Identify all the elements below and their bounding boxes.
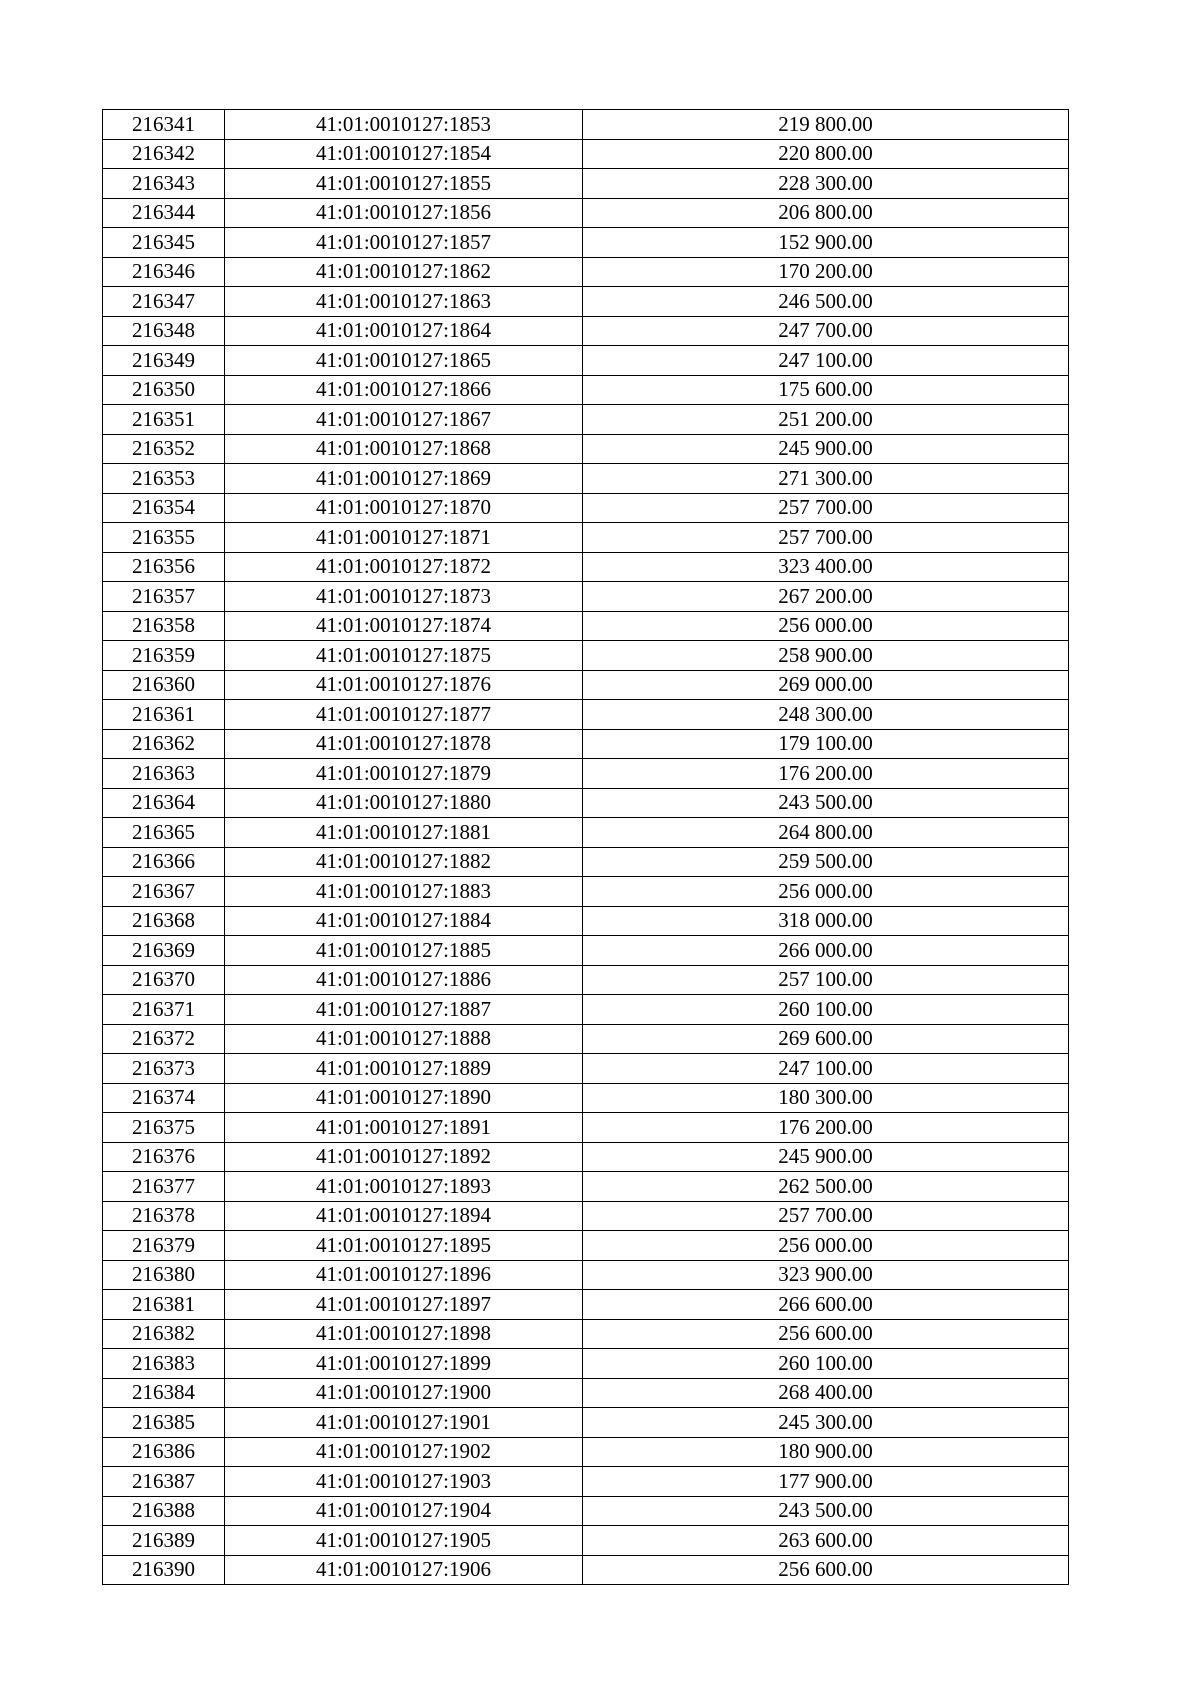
row-number-cell: 216349 — [103, 346, 225, 376]
row-number-cell: 216383 — [103, 1349, 225, 1379]
table-row — [103, 1437, 1069, 1467]
cadastral-value-cell: 259 500.00 — [583, 847, 1069, 877]
cadastral-number-cell: 41:01:0010127:1870 — [225, 493, 583, 523]
table-row — [103, 1378, 1069, 1408]
row-number-cell: 216362 — [103, 729, 225, 759]
table-row — [103, 287, 1069, 317]
cadastral-value-cell: 256 600.00 — [583, 1319, 1069, 1349]
row-number-cell: 216373 — [103, 1054, 225, 1084]
row-number-cell: 216370 — [103, 965, 225, 995]
row-number-cell: 216345 — [103, 228, 225, 258]
cadastral-value-cell: 318 000.00 — [583, 906, 1069, 936]
cadastral-value-cell: 264 800.00 — [583, 818, 1069, 848]
cadastral-number-cell: 41:01:0010127:1862 — [225, 257, 583, 287]
cadastral-number-cell: 41:01:0010127:1886 — [225, 965, 583, 995]
cadastral-value-cell: 245 300.00 — [583, 1408, 1069, 1438]
row-number-cell: 216355 — [103, 523, 225, 553]
cadastral-number-cell: 41:01:0010127:1878 — [225, 729, 583, 759]
cadastral-number-cell: 41:01:0010127:1853 — [225, 110, 583, 140]
table-row — [103, 316, 1069, 346]
cadastral-value-cell: 257 100.00 — [583, 965, 1069, 995]
cadastral-number-cell: 41:01:0010127:1891 — [225, 1113, 583, 1143]
cadastral-value-cell: 219 800.00 — [583, 110, 1069, 140]
cadastral-value-cell: 267 200.00 — [583, 582, 1069, 612]
cadastral-number-cell: 41:01:0010127:1892 — [225, 1142, 583, 1172]
cadastral-number-cell: 41:01:0010127:1893 — [225, 1172, 583, 1202]
cadastral-value-cell: 243 500.00 — [583, 1496, 1069, 1526]
row-number-cell: 216359 — [103, 641, 225, 671]
cadastral-value-cell: 256 000.00 — [583, 611, 1069, 641]
table-row — [103, 759, 1069, 789]
cadastral-value-cell: 245 900.00 — [583, 1142, 1069, 1172]
cadastral-number-cell: 41:01:0010127:1873 — [225, 582, 583, 612]
table-row — [103, 670, 1069, 700]
table-row — [103, 1290, 1069, 1320]
cadastral-value-cell: 179 100.00 — [583, 729, 1069, 759]
cadastral-number-cell: 41:01:0010127:1884 — [225, 906, 583, 936]
cadastral-value-cell: 266 000.00 — [583, 936, 1069, 966]
row-number-cell: 216354 — [103, 493, 225, 523]
cadastral-number-cell: 41:01:0010127:1906 — [225, 1555, 583, 1585]
cadastral-number-cell: 41:01:0010127:1902 — [225, 1437, 583, 1467]
row-number-cell: 216348 — [103, 316, 225, 346]
cadastral-number-cell: 41:01:0010127:1877 — [225, 700, 583, 730]
cadastral-value-cell: 258 900.00 — [583, 641, 1069, 671]
row-number-cell: 216379 — [103, 1231, 225, 1261]
cadastral-number-cell: 41:01:0010127:1876 — [225, 670, 583, 700]
row-number-cell: 216384 — [103, 1378, 225, 1408]
row-number-cell: 216371 — [103, 995, 225, 1025]
table-row — [103, 995, 1069, 1025]
row-number-cell: 216357 — [103, 582, 225, 612]
table-row — [103, 1024, 1069, 1054]
cadastral-value-cell: 247 100.00 — [583, 1054, 1069, 1084]
table-row — [103, 228, 1069, 258]
table-row — [103, 1526, 1069, 1556]
cadastral-number-cell: 41:01:0010127:1869 — [225, 464, 583, 494]
cadastral-number-cell: 41:01:0010127:1890 — [225, 1083, 583, 1113]
cadastral-number-cell: 41:01:0010127:1887 — [225, 995, 583, 1025]
cadastral-number-cell: 41:01:0010127:1875 — [225, 641, 583, 671]
cadastral-number-cell: 41:01:0010127:1871 — [225, 523, 583, 553]
table-row — [103, 847, 1069, 877]
cadastral-value-cell: 177 900.00 — [583, 1467, 1069, 1497]
row-number-cell: 216366 — [103, 847, 225, 877]
row-number-cell: 216347 — [103, 287, 225, 317]
cadastral-number-cell: 41:01:0010127:1888 — [225, 1024, 583, 1054]
cadastral-number-cell: 41:01:0010127:1905 — [225, 1526, 583, 1556]
cadastral-number-cell: 41:01:0010127:1855 — [225, 169, 583, 199]
cadastral-number-cell: 41:01:0010127:1895 — [225, 1231, 583, 1261]
cadastral-value-cell: 176 200.00 — [583, 759, 1069, 789]
table-row — [103, 1054, 1069, 1084]
cadastral-number-cell: 41:01:0010127:1898 — [225, 1319, 583, 1349]
cadastral-value-cell: 323 900.00 — [583, 1260, 1069, 1290]
row-number-cell: 216380 — [103, 1260, 225, 1290]
table-row — [103, 139, 1069, 169]
cadastral-number-cell: 41:01:0010127:1874 — [225, 611, 583, 641]
row-number-cell: 216344 — [103, 198, 225, 228]
cadastral-value-cell: 175 600.00 — [583, 375, 1069, 405]
table-row — [103, 965, 1069, 995]
cadastral-number-cell: 41:01:0010127:1865 — [225, 346, 583, 376]
row-number-cell: 216356 — [103, 552, 225, 582]
row-number-cell: 216360 — [103, 670, 225, 700]
cadastral-number-cell: 41:01:0010127:1903 — [225, 1467, 583, 1497]
row-number-cell: 216342 — [103, 139, 225, 169]
table-row — [103, 877, 1069, 907]
row-number-cell: 216390 — [103, 1555, 225, 1585]
row-number-cell: 216386 — [103, 1437, 225, 1467]
table-row — [103, 818, 1069, 848]
row-number-cell: 216343 — [103, 169, 225, 199]
row-number-cell: 216367 — [103, 877, 225, 907]
table-row — [103, 611, 1069, 641]
table-row — [103, 523, 1069, 553]
cadastral-value-cell: 257 700.00 — [583, 1201, 1069, 1231]
table-row — [103, 788, 1069, 818]
cadastral-value-cell: 180 300.00 — [583, 1083, 1069, 1113]
cadastral-number-cell: 41:01:0010127:1889 — [225, 1054, 583, 1084]
cadastral-number-cell: 41:01:0010127:1866 — [225, 375, 583, 405]
row-number-cell: 216388 — [103, 1496, 225, 1526]
cadastral-number-cell: 41:01:0010127:1864 — [225, 316, 583, 346]
row-number-cell: 216385 — [103, 1408, 225, 1438]
cadastral-value-cell: 152 900.00 — [583, 228, 1069, 258]
table-row — [103, 729, 1069, 759]
table-row — [103, 1201, 1069, 1231]
table-row — [103, 1349, 1069, 1379]
row-number-cell: 216372 — [103, 1024, 225, 1054]
row-number-cell: 216341 — [103, 110, 225, 140]
cadastral-value-cell: 269 000.00 — [583, 670, 1069, 700]
cadastral-number-cell: 41:01:0010127:1872 — [225, 552, 583, 582]
table-row — [103, 169, 1069, 199]
cadastral-value-cell: 247 700.00 — [583, 316, 1069, 346]
table-row — [103, 1172, 1069, 1202]
cadastral-number-cell: 41:01:0010127:1857 — [225, 228, 583, 258]
cadastral-value-cell: 262 500.00 — [583, 1172, 1069, 1202]
row-number-cell: 216375 — [103, 1113, 225, 1143]
cadastral-number-cell: 41:01:0010127:1904 — [225, 1496, 583, 1526]
cadastral-value-cell: 263 600.00 — [583, 1526, 1069, 1556]
row-number-cell: 216378 — [103, 1201, 225, 1231]
cadastral-value-cell: 260 100.00 — [583, 1349, 1069, 1379]
table-row — [103, 1496, 1069, 1526]
cadastral-value-cell: 220 800.00 — [583, 139, 1069, 169]
cadastral-number-cell: 41:01:0010127:1901 — [225, 1408, 583, 1438]
row-number-cell: 216364 — [103, 788, 225, 818]
row-number-cell: 216358 — [103, 611, 225, 641]
table-row — [103, 1260, 1069, 1290]
cadastral-value-cell: 256 600.00 — [583, 1555, 1069, 1585]
cadastral-number-cell: 41:01:0010127:1882 — [225, 847, 583, 877]
cadastral-value-cell: 176 200.00 — [583, 1113, 1069, 1143]
row-number-cell: 216369 — [103, 936, 225, 966]
cadastral-number-cell: 41:01:0010127:1868 — [225, 434, 583, 464]
row-number-cell: 216368 — [103, 906, 225, 936]
row-number-cell: 216374 — [103, 1083, 225, 1113]
table-row — [103, 906, 1069, 936]
cadastral-number-cell: 41:01:0010127:1900 — [225, 1378, 583, 1408]
table-row — [103, 1467, 1069, 1497]
row-number-cell: 216352 — [103, 434, 225, 464]
table-row — [103, 257, 1069, 287]
table-row — [103, 641, 1069, 671]
table-row — [103, 110, 1069, 140]
cadastral-value-cell: 271 300.00 — [583, 464, 1069, 494]
cadastral-value-cell: 228 300.00 — [583, 169, 1069, 199]
cadastral-number-cell: 41:01:0010127:1883 — [225, 877, 583, 907]
cadastral-value-cell: 260 100.00 — [583, 995, 1069, 1025]
cadastral-number-cell: 41:01:0010127:1894 — [225, 1201, 583, 1231]
row-number-cell: 216365 — [103, 818, 225, 848]
table-row — [103, 464, 1069, 494]
row-number-cell: 216382 — [103, 1319, 225, 1349]
cadastral-value-cell: 256 000.00 — [583, 877, 1069, 907]
cadastral-number-cell: 41:01:0010127:1854 — [225, 139, 583, 169]
table-row — [103, 552, 1069, 582]
table-row — [103, 1408, 1069, 1438]
cadastral-value-cell: 268 400.00 — [583, 1378, 1069, 1408]
cadastral-number-cell: 41:01:0010127:1867 — [225, 405, 583, 435]
table-row — [103, 405, 1069, 435]
cadastral-value-cell: 246 500.00 — [583, 287, 1069, 317]
row-number-cell: 216350 — [103, 375, 225, 405]
cadastral-value-cell: 323 400.00 — [583, 552, 1069, 582]
table-row — [103, 1113, 1069, 1143]
cadastral-number-cell: 41:01:0010127:1880 — [225, 788, 583, 818]
row-number-cell: 216353 — [103, 464, 225, 494]
table-row — [103, 1083, 1069, 1113]
table-row — [103, 582, 1069, 612]
row-number-cell: 216346 — [103, 257, 225, 287]
cadastral-number-cell: 41:01:0010127:1863 — [225, 287, 583, 317]
table-row — [103, 375, 1069, 405]
cadastral-value-cell: 180 900.00 — [583, 1437, 1069, 1467]
cadastral-number-cell: 41:01:0010127:1885 — [225, 936, 583, 966]
row-number-cell: 216389 — [103, 1526, 225, 1556]
cadastral-number-cell: 41:01:0010127:1881 — [225, 818, 583, 848]
table-row — [103, 434, 1069, 464]
cadastral-number-cell: 41:01:0010127:1879 — [225, 759, 583, 789]
row-number-cell: 216381 — [103, 1290, 225, 1320]
cadastral-value-cell: 245 900.00 — [583, 434, 1069, 464]
cadastral-number-cell: 41:01:0010127:1897 — [225, 1290, 583, 1320]
cadastral-value-cell: 251 200.00 — [583, 405, 1069, 435]
cadastral-value-cell: 243 500.00 — [583, 788, 1069, 818]
cadastral-value-cell: 257 700.00 — [583, 523, 1069, 553]
cadastral-number-cell: 41:01:0010127:1896 — [225, 1260, 583, 1290]
table-row — [103, 198, 1069, 228]
table-row — [103, 346, 1069, 376]
table-row — [103, 1319, 1069, 1349]
row-number-cell: 216363 — [103, 759, 225, 789]
row-number-cell: 216351 — [103, 405, 225, 435]
table-row — [103, 1142, 1069, 1172]
table-row — [103, 493, 1069, 523]
table-row — [103, 700, 1069, 730]
cadastral-value-cell: 257 700.00 — [583, 493, 1069, 523]
table-body — [103, 110, 1069, 1585]
row-number-cell: 216377 — [103, 1172, 225, 1202]
cadastral-value-cell: 248 300.00 — [583, 700, 1069, 730]
cadastral-value-table — [102, 109, 1069, 1585]
row-number-cell: 216387 — [103, 1467, 225, 1497]
row-number-cell: 216376 — [103, 1142, 225, 1172]
table-row — [103, 936, 1069, 966]
cadastral-value-cell: 256 000.00 — [583, 1231, 1069, 1261]
cadastral-value-cell: 206 800.00 — [583, 198, 1069, 228]
row-number-cell: 216361 — [103, 700, 225, 730]
cadastral-value-cell: 266 600.00 — [583, 1290, 1069, 1320]
cadastral-number-cell: 41:01:0010127:1856 — [225, 198, 583, 228]
cadastral-value-cell: 247 100.00 — [583, 346, 1069, 376]
cadastral-value-cell: 269 600.00 — [583, 1024, 1069, 1054]
table-row — [103, 1231, 1069, 1261]
cadastral-number-cell: 41:01:0010127:1899 — [225, 1349, 583, 1379]
cadastral-value-cell: 170 200.00 — [583, 257, 1069, 287]
table-row — [103, 1555, 1069, 1585]
